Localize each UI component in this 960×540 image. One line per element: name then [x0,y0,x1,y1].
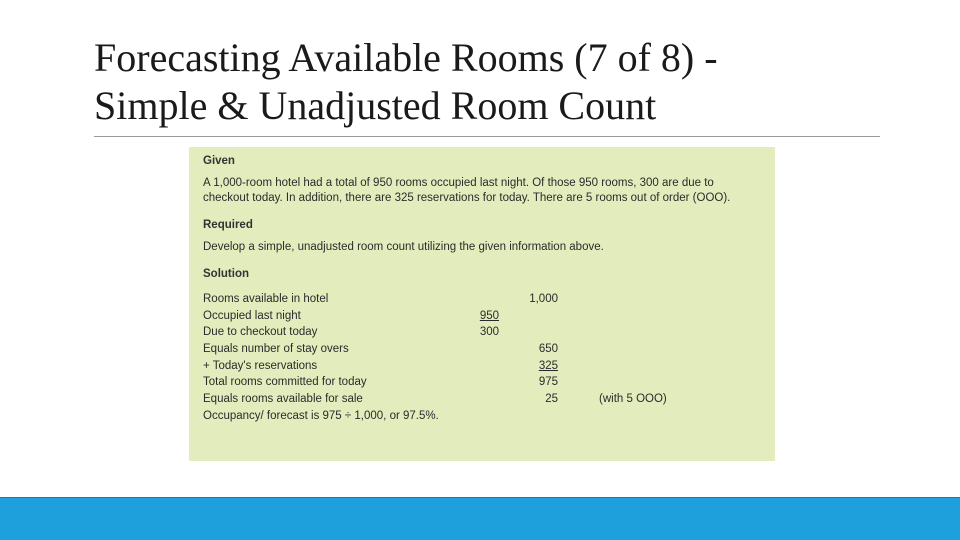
row-total: 25 [545,393,558,406]
solution-heading: Solution [203,268,249,280]
row-total: 975 [538,376,558,389]
row-label: Occupancy/ forecast is 975 ÷ 1,000, or 97.5%. [203,409,439,422]
solution-row [203,374,761,391]
solution-row [203,341,761,358]
required-text: Develop a simple, unadjusted room count utilizing the given information above. [203,241,604,253]
title-line-1: Forecasting Available Rooms (7 of 8) - [94,35,718,80]
row-total: 1,000 [529,293,558,305]
row-label: Occupied last night [203,309,301,322]
row-label: + Today's reservations [203,359,318,372]
title-line-2: Simple & Unadjusted Room Count [94,83,657,128]
row-label: Due to checkout today [203,326,318,339]
solution-row [203,408,761,425]
slide-title [94,34,884,130]
row-total: 650 [538,343,558,356]
footer-bar [0,498,960,540]
row-note: (with 5 OOO) [599,393,667,406]
solution-row [203,324,761,341]
row-subvalue: 300 [479,326,499,339]
row-subvalue: 950 [479,309,499,322]
given-heading: Given [203,155,235,167]
row-label: Equals number of stay overs [203,343,349,356]
solution-row [203,291,761,308]
row-label: Equals rooms available for sale [203,393,363,406]
required-heading: Required [203,219,253,231]
row-total: 325 [538,359,558,372]
row-label: Rooms available in hotel [203,293,329,305]
row-label: Total rooms committed for today [203,376,367,389]
solution-row [203,358,761,375]
given-text: A 1,000-room hotel had a total of 950 rooms occupied last night. Of those 950 rooms, 300 are due to checkout today. In addition, there are 325 reservations for today. There are 5 rooms out of order (OOO). [203,177,731,204]
solution-row [203,308,761,325]
title-divider [94,136,880,137]
solution-row [203,391,761,408]
example-panel [189,147,775,461]
